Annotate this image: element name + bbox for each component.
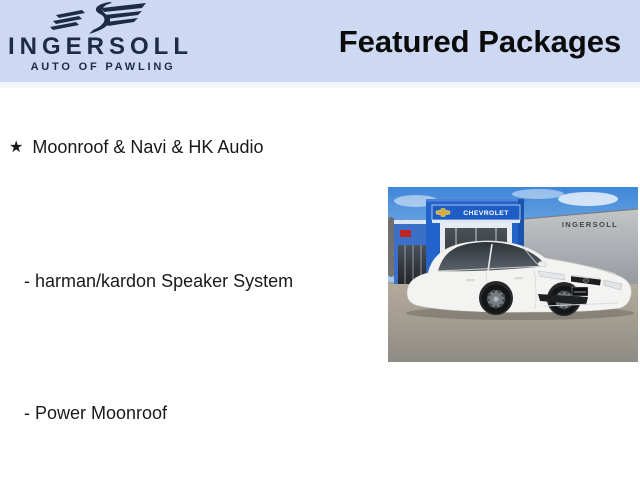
header-bar: [0, 0, 640, 82]
star-icon: ★: [9, 139, 24, 156]
chevrolet-sign-text: CHEVROLET: [463, 210, 509, 217]
vehicle-photo: [388, 187, 638, 362]
package-title: Moonroof & Navi & HK Audio: [32, 137, 264, 157]
red-sign: [400, 230, 411, 237]
page-title: Featured Packages: [338, 24, 622, 59]
dealer-logo: [8, 1, 204, 73]
ingersoll-wings-icon: [48, 1, 148, 34]
side-mirror: [538, 261, 546, 266]
dealer-name: INGERSOLL: [8, 33, 194, 60]
dealership-scene: [388, 187, 638, 362]
header-divider: [0, 82, 640, 88]
package-feature: - Power Moonroof: [24, 403, 168, 423]
package-feature: - harman/kardon Speaker System: [24, 271, 294, 291]
dealer-tagline: AUTO OF PAWLING: [30, 61, 176, 73]
package-title-row: [9, 137, 263, 158]
building-sign-text: INGERSOLL: [561, 220, 619, 229]
rear-wheel: [482, 285, 511, 314]
